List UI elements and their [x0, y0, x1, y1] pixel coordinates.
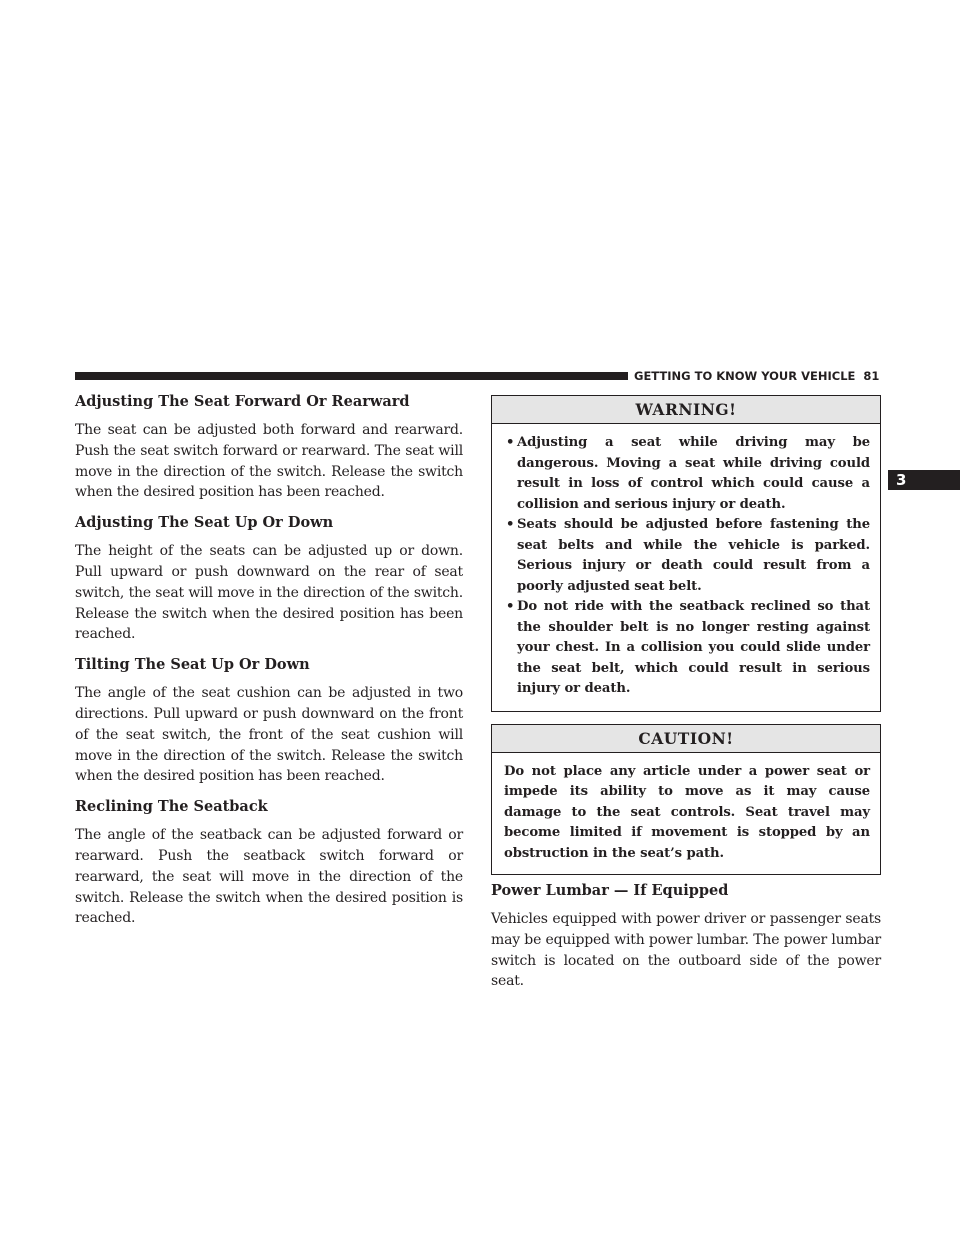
running-header: [634, 368, 880, 384]
text-tilting: The angle of the seat cushion can be adjusted in two directions. Pull upward or push downward on the front of the seat switch, the front of the seat cushion will move in the direction of the switch. Release the switch when the desired position has been reached.: [75, 685, 463, 785]
header-rule: [75, 372, 628, 380]
text-power-lumbar: Vehicles equipped with power driver or passenger seats may be equipped with power lumbar. The power lumbar switch is located on the outboard side of the power seat.: [491, 911, 881, 990]
heading-tilting: Tilting The Seat Up Or Down: [75, 656, 310, 674]
heading-up-down: Adjusting The Seat Up Or Down: [75, 514, 334, 532]
text-up-down: The height of the seats can be adjusted up or down. Pull upward or push downward on the rear of seat switch, the seat will move in the direction of the switch. Release the switch when the desired position has been reached.: [75, 543, 463, 643]
page-number: 81: [863, 369, 880, 383]
warning-item: [506, 597, 870, 700]
warning-item-text: Do not ride with the seatback reclined so that the shoulder belt is no longer resting against your chest. In a collision you could slide under the seat belt, which could result in serious injury or death.: [517, 599, 870, 696]
warning-item: [506, 433, 870, 515]
caution-text: Do not place any article under a power seat or impede its ability to move as it may cause damage to the seat controls. Seat travel may become limited if movement is stopped by an obstruction in the seat’s path.: [504, 763, 870, 861]
heading-forward-rearward: Adjusting The Seat Forward Or Rearward: [75, 393, 410, 410]
bullet-icon: •: [506, 599, 515, 614]
power-lumbar-section: [491, 881, 881, 992]
bullet-icon: •: [506, 517, 515, 532]
text-forward-rearward: The seat can be adjusted both forward and rearward. Push the seat switch forward or rearward. The seat will move in the direction of the switch. Release the switch when the desired position has been reached.: [75, 422, 463, 501]
chapter-number: 3: [896, 471, 907, 489]
caution-box: [491, 724, 881, 876]
warning-item: [506, 515, 870, 597]
text-reclining: The angle of the seatback can be adjusted forward or rearward. Push the seatback switch forward or rearward, the seat will move in the direction of the switch. Release the switch when the desired position is reached.: [75, 827, 463, 927]
warning-item-text: Adjusting a seat while driving may be dangerous. Moving a seat while driving could result in loss of control which could cause a collision and serious injury or death.: [517, 435, 870, 512]
warning-box: [491, 395, 881, 712]
section-title: GETTING TO KNOW YOUR VEHICLE: [634, 369, 856, 383]
heading-power-lumbar: Power Lumbar — If Equipped: [491, 882, 729, 899]
bullet-icon: •: [506, 435, 515, 450]
warning-list: [492, 424, 880, 711]
heading-reclining: Reclining The Seatback: [75, 798, 268, 816]
caution-title: CAUTION!: [492, 725, 880, 753]
right-column: [491, 395, 881, 1002]
warning-item-text: Seats should be adjusted before fastening the seat belts and while the vehicle is parked. Serious injury or death could result from a poorly adjusted seat belt.: [517, 517, 870, 594]
left-column: [75, 392, 463, 939]
chapter-tab: [888, 470, 960, 490]
warning-title: WARNING!: [492, 396, 880, 424]
